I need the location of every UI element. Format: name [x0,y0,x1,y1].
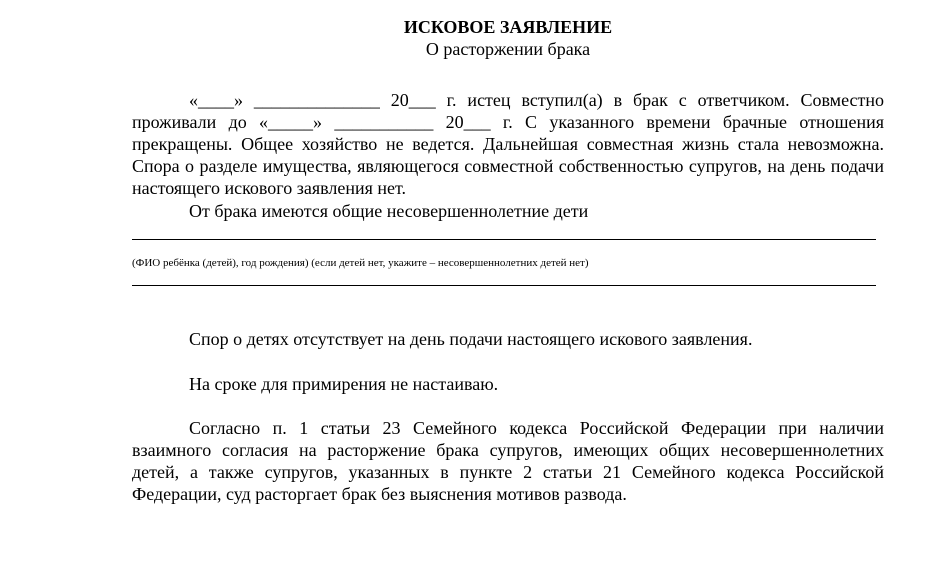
paragraph-reconciliation: На сроке для примирения не настаиваю. [189,374,499,394]
paragraph-no-dispute: Спор о детях отсутствует на день подачи настоящего искового заявления. [189,329,753,349]
paragraph-law: Согласно п. 1 статьи 23 Семейного кодекса Российской Федерации при наличии взаимного согласия на расторжение брака супругов, имеющих общих несовершеннолетних детей, а также супругов, указанных в пункте 2 статьи 21 Семейного кодекса Российской Федерации, суд расторгает брак без выяснения мотивов развода. [132,418,884,504]
children-field-hint: (ФИО ребёнка (детей), год рождения) (если детей нет, укажите – несовершеннолетних детей нет) [132,257,589,269]
paragraph-marriage: «____» ______________ 20___ г. истец вступил(а) в брак с ответчиком. Совместно проживали до «_____» ___________ 20___ г. С указанного времени брачные отношения прекращены. Общее хозяйство не ведется. Дальнейшая совместная жизнь стала невозможна. Спора о разделе имущества, являющегося совместной собственностью супругов, на день подачи настоящего искового заявления нет. [132,90,884,198]
paragraph-children: От брака имеются общие несовершеннолетние дети [189,201,589,221]
children-fill-line-2 [132,285,876,286]
document-title: ИСКОВОЕ ЗАЯВЛЕНИЕ [403,17,613,37]
children-fill-line-1 [132,239,876,240]
document-subtitle: О расторжении брака [425,39,591,59]
